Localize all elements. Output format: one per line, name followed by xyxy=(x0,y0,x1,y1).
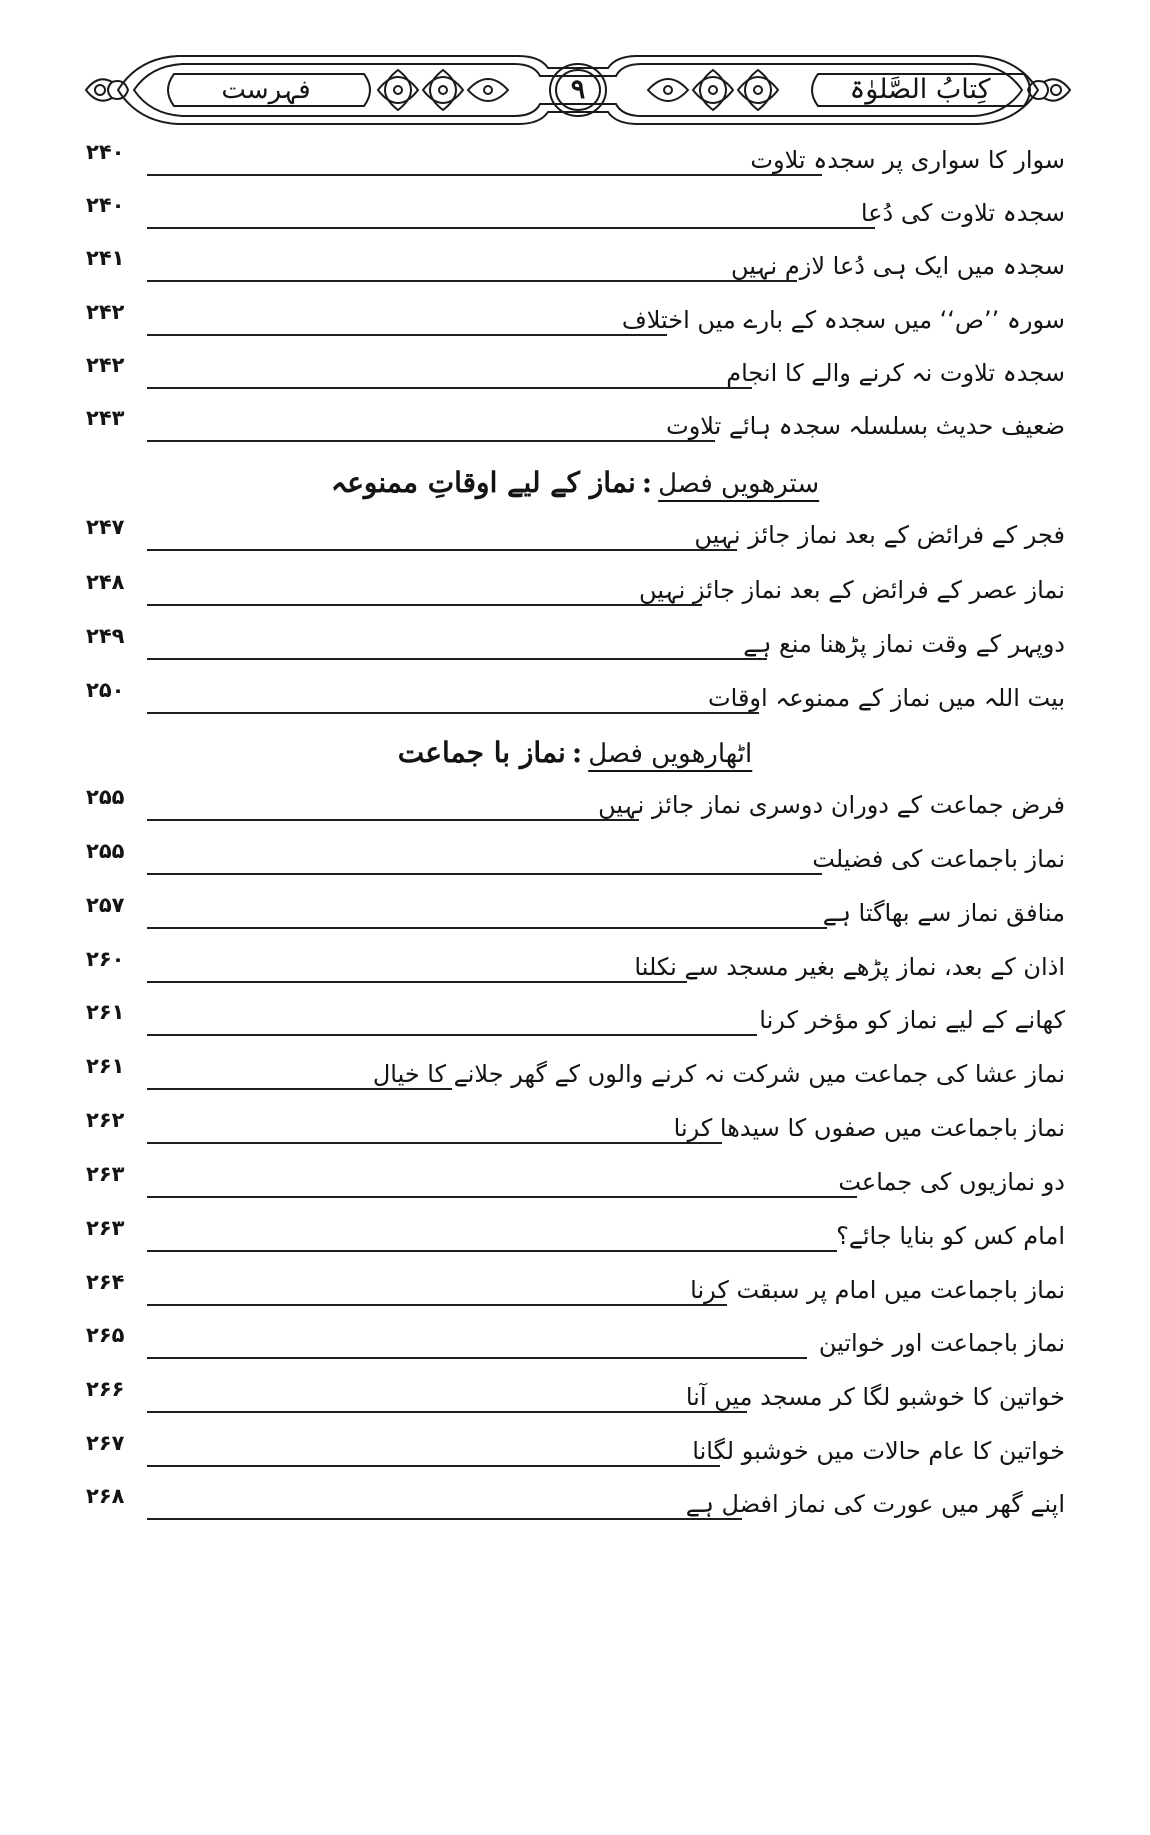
toc-entry xyxy=(0,1474,1150,1536)
toc-entry-title: امام کس کو بنایا جائے؟ xyxy=(836,1222,1065,1250)
toc-entry xyxy=(0,505,1150,567)
toc-page-number: ۲۴۷ xyxy=(86,515,125,539)
toc-entry-title: دوپہر کے وقت نماز پڑھنا منع ہے xyxy=(743,630,1065,658)
section-title: فہرست xyxy=(221,75,311,105)
toc-entry-title: نماز باجماعت کی فضیلت xyxy=(812,845,1065,873)
toc-page-number: ۲۶۱ xyxy=(86,1000,125,1024)
toc-page-number: ۲۶۸ xyxy=(86,1484,125,1508)
dotted-leader-line xyxy=(147,873,822,875)
chapter-title: نماز کے لیے اوقاتِ ممنوعہ xyxy=(330,466,636,499)
toc-page-number: ۲۶۴ xyxy=(86,1270,125,1294)
toc-entry xyxy=(0,668,1150,730)
dotted-leader-line xyxy=(147,1518,742,1520)
toc-entry-title: فرض جماعت کے دوران دوسری نماز جائز نہیں xyxy=(598,791,1065,819)
toc-page-number: ۲۴۱ xyxy=(86,246,125,270)
toc-page-number: ۲۶۶ xyxy=(86,1377,125,1401)
toc-entry xyxy=(0,614,1150,676)
dotted-leader-line xyxy=(147,927,827,929)
chapter-colon: : xyxy=(571,736,583,769)
dotted-leader-line xyxy=(147,387,752,389)
toc-entry-title: اذان کے بعد، نماز پڑھے بغیر مسجد سے نکلنا xyxy=(634,953,1065,981)
toc-page-number: ۲۴۰ xyxy=(86,193,125,217)
dotted-leader-line xyxy=(147,1465,720,1467)
toc-entry-title: سجدہ میں ایک ہی دُعا لازم نہیں xyxy=(730,252,1065,280)
toc-entry-title: نماز باجماعت اور خواتین xyxy=(818,1329,1065,1357)
toc-page-number: ۲۵۰ xyxy=(86,678,125,702)
dotted-leader-line xyxy=(147,981,687,983)
toc-page-number: ۲۵۷ xyxy=(86,893,125,917)
toc-entry xyxy=(0,1206,1150,1268)
toc-page-number: ۲۴۳ xyxy=(86,406,125,430)
toc-entry xyxy=(0,990,1150,1052)
toc-entry xyxy=(0,1152,1150,1214)
toc-entry xyxy=(0,560,1150,622)
toc-page-number: ۲۶۵ xyxy=(86,1323,125,1347)
toc-entry-title: نماز عصر کے فرائض کے بعد نماز جائز نہیں xyxy=(639,576,1065,604)
chapter-label: سترھویں فصل xyxy=(658,469,820,499)
toc-page-number: ۲۴۰ xyxy=(86,140,125,164)
toc-page-number: ۲۴۹ xyxy=(86,624,125,648)
dotted-leader-line xyxy=(147,1411,747,1413)
toc-entry xyxy=(0,1044,1150,1106)
toc-entry xyxy=(0,1098,1150,1160)
chapter-label: اٹھارھویں فصل xyxy=(588,739,753,769)
dotted-leader-line xyxy=(147,819,639,821)
toc-entry-title: سوار کا سواری پر سجدہ تلاوت xyxy=(750,146,1065,174)
toc-entry xyxy=(0,829,1150,891)
dotted-leader-line xyxy=(147,440,715,442)
dotted-leader-line xyxy=(147,549,737,551)
dotted-leader-line xyxy=(147,712,759,714)
toc-entry-title: سورہ ’’ص‘‘ میں سجدہ کے بارے میں اختلاف xyxy=(621,306,1065,334)
toc-entry xyxy=(0,775,1150,837)
dotted-leader-line xyxy=(147,1196,857,1198)
toc-entry xyxy=(0,396,1150,458)
toc-page-number: ۲۴۸ xyxy=(86,570,125,594)
page-number: ۹ xyxy=(570,74,586,105)
book-title: کِتابُ الصَّلوٰۃ xyxy=(849,74,991,105)
toc-entry-title: خواتین کا عام حالات میں خوشبو لگانا xyxy=(692,1437,1065,1465)
toc-entry-title: دو نمازیوں کی جماعت xyxy=(838,1168,1065,1196)
dotted-leader-line xyxy=(147,174,822,176)
toc-entry xyxy=(0,236,1150,298)
toc-entry-title: ضعیف حدیث بسلسلہ سجدہ ہائے تلاوت xyxy=(666,412,1065,440)
toc-entry-title: منافق نماز سے بھاگتا ہے xyxy=(822,899,1065,927)
toc-entry xyxy=(0,1313,1150,1375)
chapter-title: نماز با جماعت xyxy=(397,736,566,769)
toc-page-number: ۲۶۲ xyxy=(86,1108,125,1132)
dotted-leader-line xyxy=(147,658,767,660)
toc-page-number: ۲۶۳ xyxy=(86,1216,125,1240)
dotted-leader-line xyxy=(147,1304,727,1306)
toc-page-number: ۲۶۱ xyxy=(86,1054,125,1078)
toc-entry-title: فجر کے فرائض کے بعد نماز جائز نہیں xyxy=(694,521,1065,549)
toc-entry-title: سجدہ تلاوت کی دُعا xyxy=(860,199,1065,227)
toc-entry-title: بیت اللہ میں نماز کے ممنوعہ اوقات xyxy=(708,684,1065,712)
toc-entry-title: نماز باجماعت میں امام پر سبقت کرنا xyxy=(690,1276,1065,1304)
toc-page-number: ۲۶۰ xyxy=(86,947,125,971)
toc-page-number: ۲۶۷ xyxy=(86,1431,125,1455)
toc-entry-title: اپنے گھر میں عورت کی نماز افضل ہے xyxy=(685,1490,1065,1518)
toc-page-number: ۲۴۲ xyxy=(86,300,125,324)
toc-page-number: ۲۴۲ xyxy=(86,353,125,377)
toc-entry-title: نماز عشا کی جماعت میں شرکت نہ کرنے والوں کے گھر جلانے کا خیال xyxy=(372,1060,1065,1088)
toc-page-number: ۲۵۵ xyxy=(86,839,125,863)
toc-page-number: ۲۶۳ xyxy=(86,1162,125,1186)
toc-entry xyxy=(0,883,1150,945)
toc-entry-title: سجدہ تلاوت نہ کرنے والے کا انجام xyxy=(726,359,1065,387)
toc-page-number: ۲۵۵ xyxy=(86,785,125,809)
toc-entry-title: نماز باجماعت میں صفوں کا سیدھا کرنا xyxy=(673,1114,1065,1142)
dotted-leader-line xyxy=(147,280,797,282)
dotted-leader-line xyxy=(147,1357,807,1359)
chapter-colon: : xyxy=(641,466,653,499)
dotted-leader-line xyxy=(147,334,667,336)
dotted-leader-line xyxy=(147,227,875,229)
dotted-leader-line xyxy=(147,1034,757,1036)
dotted-leader-line xyxy=(147,604,702,606)
toc-entry-title: خواتین کا خوشبو لگا کر مسجد میں آنا xyxy=(685,1383,1065,1411)
dotted-leader-line xyxy=(147,1142,722,1144)
toc-entry-title: کھانے کے لیے نماز کو مؤخر کرنا xyxy=(759,1006,1065,1034)
toc-entry xyxy=(0,1367,1150,1429)
dotted-leader-line xyxy=(147,1250,837,1252)
